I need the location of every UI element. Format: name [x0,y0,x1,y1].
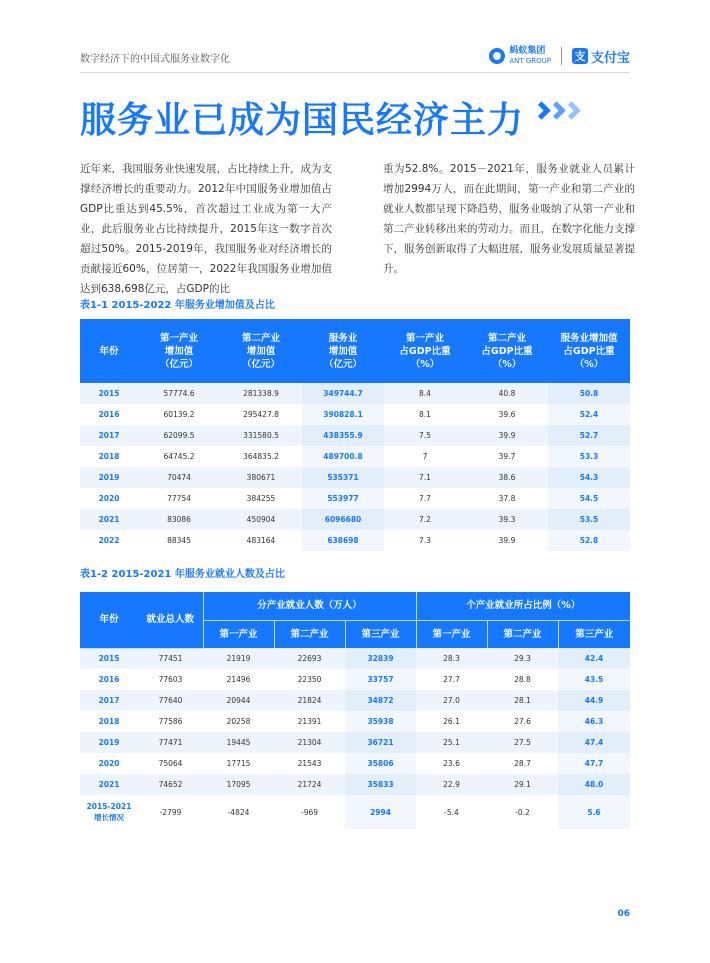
table-cell: 2015 [80,648,138,669]
table-cell: 19445 [203,732,274,753]
table-cell: 35806 [345,753,416,774]
table-cell: 27.5 [487,732,558,753]
table-cell: 44.9 [558,690,630,711]
total-label-line1: 2015-2021 [86,802,132,811]
body-paragraph-right: 重为52.8%。2015－2021年，服务业就业人员累计增加2994万人，而在此期间，第一产业和第二产业的就业人数都呈现下降趋势，服务业吸纳了从第一产业和第二产业转移出来的劳动力。而且，在数字化能力支撑下，服务创新取得了大幅进展，服务业发展质量显著提升。 [383,163,635,275]
table-cell: 2017 [80,425,138,446]
col-group-employment: 分产业就业人数（万人） [203,592,416,620]
table-cell: 77451 [138,648,203,669]
table-cell: 281338.9 [220,383,302,404]
table-cell: 52.7 [548,425,630,446]
table-cell: 50.8 [548,383,630,404]
table-cell: 553977 [302,488,384,509]
table-cell: 7 [384,446,466,467]
table-cell: 638698 [302,530,384,551]
table-cell: 7.2 [384,509,466,530]
table-cell: 535371 [302,467,384,488]
table-cell: 6096680 [302,509,384,530]
table-cell: 77471 [138,732,203,753]
table-cell: 29.1 [487,774,558,795]
table-cell: 295427.8 [220,404,302,425]
table-row [80,383,630,404]
table-cell: 7.1 [384,467,466,488]
alipay-logo [572,47,630,66]
table-cell: 22350 [274,669,345,690]
col-header-year: 年份 [80,592,138,648]
table-cell: 43.5 [558,669,630,690]
table-cell: 8.4 [384,383,466,404]
employment-table [80,592,630,829]
table-cell: 2017 [80,690,138,711]
table-cell: 489700.8 [302,446,384,467]
table-cell: 74652 [138,774,203,795]
table-cell: 77640 [138,690,203,711]
table-cell: -2799 [138,795,203,829]
table-cell: 52.4 [548,404,630,425]
table-cell: 28.1 [487,690,558,711]
table1-col-header: 第一产业 占GDP比重 （%） [384,319,466,383]
table-cell: 438355.9 [302,425,384,446]
table-cell: 380671 [220,467,302,488]
table-cell: 21919 [203,648,274,669]
table2-sub-header: 第一产业 [416,620,487,648]
table-row [80,425,630,446]
total-row-label [80,795,138,829]
page-header [80,44,630,68]
table-cell: 29.3 [487,648,558,669]
table-row [80,488,630,509]
alipay-icon: 支 [572,48,588,64]
col-header-total: 就业总人数 [138,592,203,648]
table-cell: 21824 [274,690,345,711]
table-cell: 2021 [80,774,138,795]
table1-col-header: 年份 [80,319,138,383]
table-row [80,530,630,551]
table-cell: 21304 [274,732,345,753]
table-cell: 20258 [203,711,274,732]
table-cell: 62099.5 [138,425,220,446]
table-cell: 21543 [274,753,345,774]
table-row [80,446,630,467]
table-cell: 33757 [345,669,416,690]
table2-sub-header: 第一产业 [203,620,274,648]
table-cell: 53.5 [548,509,630,530]
table-cell: 77603 [138,669,203,690]
table-cell: 2015 [80,383,138,404]
table-cell: 390828.1 [302,404,384,425]
table2-sub-header: 第二产业 [274,620,345,648]
table-cell: 36721 [345,732,416,753]
page-title: 服务业已成为国民经济主力 [80,100,525,141]
table-cell: 57774.6 [138,383,220,404]
table-cell: -4824 [203,795,274,829]
table-cell: 364835.2 [220,446,302,467]
table-cell: 21724 [274,774,345,795]
table-cell: 32839 [345,648,416,669]
table-cell: 48.0 [558,774,630,795]
table-cell: 2021 [80,509,138,530]
table-cell: 5.6 [558,795,630,829]
table-row [80,711,630,732]
table-cell: 39.6 [466,404,548,425]
ant-group-logo [489,47,551,65]
table-cell: 40.8 [466,383,548,404]
table-cell: 2018 [80,711,138,732]
chevron-right-icon [535,104,580,117]
table-cell: 20944 [203,690,274,711]
table-cell: 2020 [80,753,138,774]
table-cell: 28.7 [487,753,558,774]
table-cell: 21496 [203,669,274,690]
table1-col-header: 第二产业 增加值 （亿元） [220,319,302,383]
table-cell: 17095 [203,774,274,795]
table-cell: 384255 [220,488,302,509]
table-cell: -969 [274,795,345,829]
table-cell: 34872 [345,690,416,711]
table-cell: 27.0 [416,690,487,711]
table-cell: 331580.5 [220,425,302,446]
table-cell: 53.3 [548,446,630,467]
table-cell: 8.1 [384,404,466,425]
table-row [80,732,630,753]
table-cell: 77586 [138,711,203,732]
table1-col-header: 第二产业 占GDP比重 （%） [466,319,548,383]
report-subtitle: 数字经济下的中国式服务业数字化 [80,54,230,65]
table2-caption: 表1-2 2015-2021 年服务业就业人数及占比 [80,569,285,580]
table-cell: 47.4 [558,732,630,753]
ant-group-name-en: ANT GROUP [509,57,551,65]
body-paragraph-left: 近年来，我国服务业快速发展，占比持续上升，成为支撑经济增长的重要动力。2012年中国服务业增加值占GDP比重达到45.5%，首次超过工业成为第一大产业，此后服务业占比持续提升，2015年这一数字首次超过50%。2015-2019年，我国服务业对经济增长的贡献接近60%，位居第一，2022年我国服务业增加值达到638,698亿元，占GDP的比 [80,163,332,295]
table-cell: 60139.2 [138,404,220,425]
table-cell: 77754 [138,488,220,509]
table-row [80,648,630,669]
table-cell: 2994 [345,795,416,829]
header-divider [80,72,630,73]
table-cell: 47.7 [558,753,630,774]
table-row [80,690,630,711]
table-row [80,509,630,530]
table-cell: 75064 [138,753,203,774]
table-cell: 28.8 [487,669,558,690]
table-cell: 83086 [138,509,220,530]
table-row-total [80,795,630,829]
table-cell: 39.9 [466,425,548,446]
table-cell: 38.6 [466,467,548,488]
table-cell: -0.2 [487,795,558,829]
table-cell: 39.7 [466,446,548,467]
table-cell: 54.3 [548,467,630,488]
table2-sub-header: 第三产业 [345,620,416,648]
ant-group-icon [489,48,505,64]
col-group-share: 个产业就业所占比例（%） [416,592,630,620]
gdp-table [80,319,630,551]
table-row [80,753,630,774]
table-row [80,669,630,690]
page-number: 06 [617,909,630,919]
table-cell: 2019 [80,467,138,488]
table-cell: 54.5 [548,488,630,509]
alipay-name: 支付宝 [590,50,630,66]
table-cell: 22.9 [416,774,487,795]
table-cell: 450904 [220,509,302,530]
table-cell: 21391 [274,711,345,732]
table-cell: 39.3 [466,509,548,530]
table-cell: 28.3 [416,648,487,669]
table-cell: 27.6 [487,711,558,732]
table-row [80,404,630,425]
table-cell: 2019 [80,732,138,753]
total-label-line2: 增长情况 [94,813,124,822]
table-cell: 2020 [80,488,138,509]
table-cell: 35938 [345,711,416,732]
table1-col-header: 服务业增加值 占GDP比重 （%） [548,319,630,383]
table-cell: 37.8 [466,488,548,509]
table-cell: 7.3 [384,530,466,551]
table-cell: 42.4 [558,648,630,669]
table-cell: 22693 [274,648,345,669]
table-cell: 64745.2 [138,446,220,467]
table-cell: 349744.7 [302,383,384,404]
table-cell: 17715 [203,753,274,774]
table-row [80,774,630,795]
table-cell: 27.7 [416,669,487,690]
ant-group-name-cn: 蚂蚁集团 [509,46,546,56]
table2-sub-header: 第三产业 [558,620,630,648]
table-cell: 7.5 [384,425,466,446]
table-cell: 35833 [345,774,416,795]
table1-col-header: 第一产业 增加值 （亿元） [138,319,220,383]
table1-caption: 表1-1 2015-2022 年服务业增加值及占比 [80,300,275,311]
table-cell: 2018 [80,446,138,467]
table1-col-header: 服务业 增加值 （亿元） [302,319,384,383]
table2-sub-header: 第二产业 [487,620,558,648]
table-cell: 2016 [80,669,138,690]
table-row [80,467,630,488]
table-cell: 26.1 [416,711,487,732]
table-cell: 39.9 [466,530,548,551]
brand-logos [489,44,630,68]
table-cell: 2016 [80,404,138,425]
table-cell: 23.6 [416,753,487,774]
table-cell: 25.1 [416,732,487,753]
logo-divider [561,47,562,65]
table-cell: 52.8 [548,530,630,551]
table-cell: 46.3 [558,711,630,732]
table-cell: 88345 [138,530,220,551]
table-cell: 7.7 [384,488,466,509]
table-cell: -5.4 [416,795,487,829]
table-cell: 483164 [220,530,302,551]
table-cell: 70474 [138,467,220,488]
table-cell: 2022 [80,530,138,551]
